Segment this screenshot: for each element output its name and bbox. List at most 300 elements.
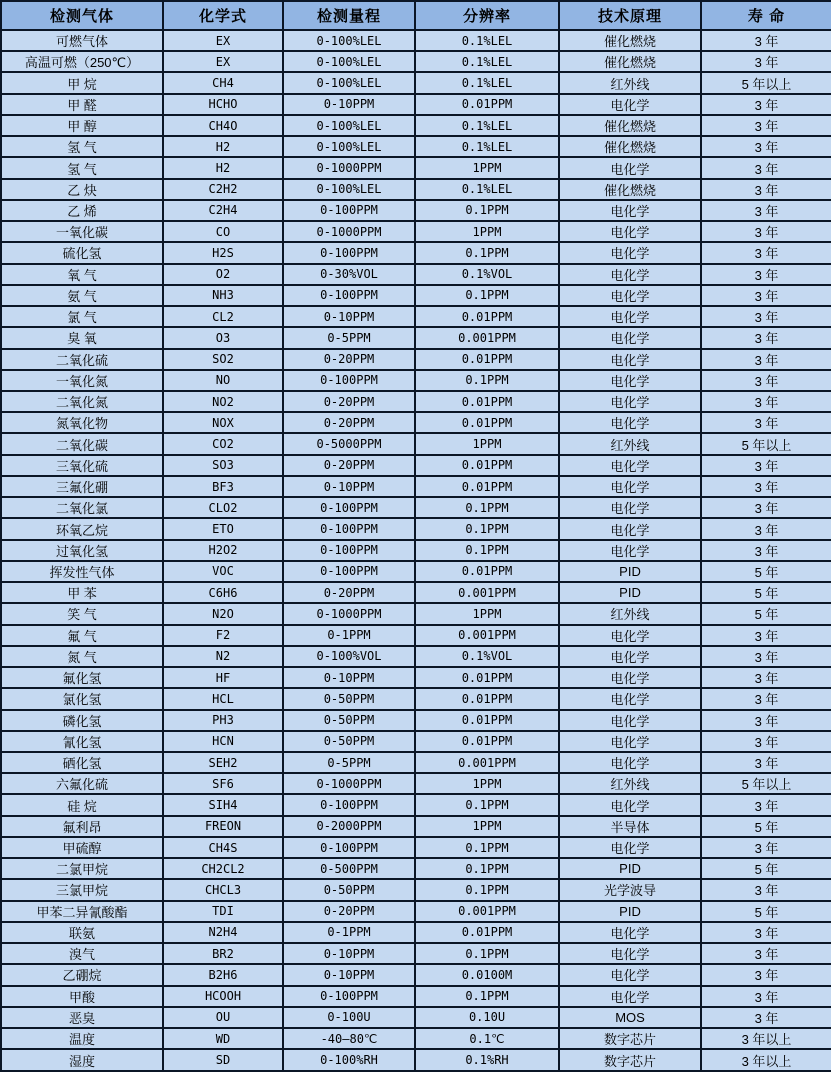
principle-cell: 电化学 (559, 964, 701, 985)
table-row (1, 794, 831, 815)
range-cell: -40—80℃ (283, 1028, 415, 1049)
range-cell: 0-10PPM (283, 667, 415, 688)
formula-cell: HCHO (163, 94, 283, 115)
formula-cell: HCL (163, 688, 283, 709)
lifespan-cell: 5 年以上 (701, 433, 831, 454)
gas-name-cell: 甲 醇 (1, 115, 163, 136)
range-cell: 0-20PPM (283, 391, 415, 412)
gas-name-cell: 乙 炔 (1, 179, 163, 200)
principle-cell: PID (559, 858, 701, 879)
header-chemical-formula: 化学式 (163, 1, 283, 30)
resolution-cell: 0.1PPM (415, 794, 559, 815)
table-row (1, 986, 831, 1007)
formula-cell: PH3 (163, 710, 283, 731)
gas-name-cell: 二氯甲烷 (1, 858, 163, 879)
principle-cell: 电化学 (559, 327, 701, 348)
table-row (1, 603, 831, 624)
lifespan-cell: 3 年 (701, 646, 831, 667)
resolution-cell: 0.1℃ (415, 1028, 559, 1049)
gas-name-cell: 氮氧化物 (1, 412, 163, 433)
gas-name-cell: 氧 气 (1, 264, 163, 285)
range-cell: 0-100PPM (283, 200, 415, 221)
resolution-cell: 1PPM (415, 773, 559, 794)
gas-name-cell: 挥发性气体 (1, 561, 163, 582)
table-row (1, 773, 831, 794)
table-row (1, 561, 831, 582)
resolution-cell: 0.01PPM (415, 922, 559, 943)
resolution-cell: 0.01PPM (415, 455, 559, 476)
gas-name-cell: 过氧化氢 (1, 540, 163, 561)
table-row (1, 136, 831, 157)
resolution-cell: 0.1PPM (415, 497, 559, 518)
table-row (1, 30, 831, 51)
lifespan-cell: 3 年 (701, 412, 831, 433)
lifespan-cell: 3 年 (701, 370, 831, 391)
gas-name-cell: 乙 烯 (1, 200, 163, 221)
resolution-cell: 0.001PPM (415, 582, 559, 603)
resolution-cell: 0.1%LEL (415, 51, 559, 72)
principle-cell: 电化学 (559, 794, 701, 815)
resolution-cell: 0.001PPM (415, 901, 559, 922)
formula-cell: CO (163, 221, 283, 242)
table-row (1, 115, 831, 136)
resolution-cell: 0.01PPM (415, 412, 559, 433)
lifespan-cell: 3 年 (701, 837, 831, 858)
lifespan-cell: 3 年 (701, 94, 831, 115)
resolution-cell: 0.01PPM (415, 688, 559, 709)
header-resolution: 分辨率 (415, 1, 559, 30)
range-cell: 0-5PPM (283, 327, 415, 348)
table-row (1, 179, 831, 200)
resolution-cell: 1PPM (415, 433, 559, 454)
principle-cell: 红外线 (559, 433, 701, 454)
formula-cell: VOC (163, 561, 283, 582)
principle-cell: 电化学 (559, 986, 701, 1007)
gas-name-cell: 三氯甲烷 (1, 879, 163, 900)
gas-name-cell: 甲 苯 (1, 582, 163, 603)
formula-cell: CHCL3 (163, 879, 283, 900)
formula-cell: ETO (163, 518, 283, 539)
range-cell: 0-5PPM (283, 752, 415, 773)
principle-cell: 电化学 (559, 370, 701, 391)
gas-name-cell: 磷化氢 (1, 710, 163, 731)
gas-name-cell: 氟利昂 (1, 816, 163, 837)
range-cell: 0-100PPM (283, 561, 415, 582)
formula-cell: HF (163, 667, 283, 688)
range-cell: 0-1PPM (283, 625, 415, 646)
resolution-cell: 0.1%RH (415, 1049, 559, 1071)
formula-cell: BR2 (163, 943, 283, 964)
table-row (1, 497, 831, 518)
resolution-cell: 0.10U (415, 1007, 559, 1028)
gas-name-cell: 一氧化氮 (1, 370, 163, 391)
table-row (1, 94, 831, 115)
formula-cell: EX (163, 51, 283, 72)
lifespan-cell: 3 年以上 (701, 1028, 831, 1049)
range-cell: 0-100%VOL (283, 646, 415, 667)
table-body (1, 30, 831, 1071)
table-row (1, 540, 831, 561)
table-row (1, 72, 831, 93)
table-row (1, 837, 831, 858)
gas-name-cell: 硅 烷 (1, 794, 163, 815)
lifespan-cell: 3 年 (701, 518, 831, 539)
formula-cell: BF3 (163, 476, 283, 497)
lifespan-cell: 5 年 (701, 858, 831, 879)
principle-cell: 电化学 (559, 710, 701, 731)
formula-cell: CH2CL2 (163, 858, 283, 879)
resolution-cell: 0.1PPM (415, 200, 559, 221)
range-cell: 0-10PPM (283, 964, 415, 985)
lifespan-cell: 3 年 (701, 943, 831, 964)
range-cell: 0-1000PPM (283, 221, 415, 242)
table-row (1, 858, 831, 879)
range-cell: 0-100PPM (283, 497, 415, 518)
principle-cell: 催化燃烧 (559, 51, 701, 72)
formula-cell: O3 (163, 327, 283, 348)
resolution-cell: 0.1%LEL (415, 72, 559, 93)
resolution-cell: 1PPM (415, 221, 559, 242)
lifespan-cell: 5 年 (701, 582, 831, 603)
formula-cell: SEH2 (163, 752, 283, 773)
gas-name-cell: 甲 醛 (1, 94, 163, 115)
principle-cell: 催化燃烧 (559, 179, 701, 200)
table-row (1, 710, 831, 731)
lifespan-cell: 3 年 (701, 157, 831, 178)
gas-name-cell: 氢 气 (1, 136, 163, 157)
resolution-cell: 1PPM (415, 157, 559, 178)
table-row (1, 221, 831, 242)
table-row (1, 433, 831, 454)
range-cell: 0-500PPM (283, 858, 415, 879)
table-row (1, 349, 831, 370)
gas-name-cell: 氟 气 (1, 625, 163, 646)
table-row (1, 285, 831, 306)
principle-cell: 电化学 (559, 157, 701, 178)
header-technology-principle: 技术原理 (559, 1, 701, 30)
table-row (1, 922, 831, 943)
formula-cell: H2 (163, 157, 283, 178)
resolution-cell: 0.01PPM (415, 476, 559, 497)
principle-cell: 电化学 (559, 285, 701, 306)
lifespan-cell: 5 年以上 (701, 72, 831, 93)
resolution-cell: 0.01PPM (415, 349, 559, 370)
header-gas-name: 检测气体 (1, 1, 163, 30)
principle-cell: 数字芯片 (559, 1028, 701, 1049)
table-row (1, 625, 831, 646)
table-row (1, 200, 831, 221)
formula-cell: F2 (163, 625, 283, 646)
table-row (1, 688, 831, 709)
lifespan-cell: 5 年以上 (701, 773, 831, 794)
range-cell: 0-100U (283, 1007, 415, 1028)
principle-cell: 电化学 (559, 391, 701, 412)
range-cell: 0-10PPM (283, 943, 415, 964)
range-cell: 0-100%LEL (283, 51, 415, 72)
resolution-cell: 0.1%VOL (415, 646, 559, 667)
principle-cell: 电化学 (559, 837, 701, 858)
formula-cell: O2 (163, 264, 283, 285)
table-row (1, 582, 831, 603)
gas-name-cell: 硒化氢 (1, 752, 163, 773)
range-cell: 0-100%LEL (283, 136, 415, 157)
table-row (1, 51, 831, 72)
gas-name-cell: 氢 气 (1, 157, 163, 178)
formula-cell: CH4S (163, 837, 283, 858)
formula-cell: B2H6 (163, 964, 283, 985)
range-cell: 0-50PPM (283, 710, 415, 731)
table-row (1, 455, 831, 476)
gas-name-cell: 氮 气 (1, 646, 163, 667)
lifespan-cell: 3 年 (701, 327, 831, 348)
range-cell: 0-10PPM (283, 476, 415, 497)
formula-cell: SF6 (163, 773, 283, 794)
lifespan-cell: 3 年以上 (701, 1049, 831, 1071)
principle-cell: 光学波导 (559, 879, 701, 900)
table-row (1, 242, 831, 263)
gas-name-cell: 可燃气体 (1, 30, 163, 51)
gas-name-cell: 三氧化硫 (1, 455, 163, 476)
gas-name-cell: 臭 氧 (1, 327, 163, 348)
lifespan-cell: 3 年 (701, 264, 831, 285)
lifespan-cell: 3 年 (701, 497, 831, 518)
principle-cell: 电化学 (559, 455, 701, 476)
range-cell: 0-100PPM (283, 794, 415, 815)
gas-name-cell: 二氧化氮 (1, 391, 163, 412)
range-cell: 0-100PPM (283, 837, 415, 858)
resolution-cell: 0.001PPM (415, 752, 559, 773)
gas-name-cell: 温度 (1, 1028, 163, 1049)
gas-name-cell: 湿度 (1, 1049, 163, 1071)
resolution-cell: 0.01PPM (415, 306, 559, 327)
lifespan-cell: 5 年 (701, 561, 831, 582)
lifespan-cell: 3 年 (701, 221, 831, 242)
table-row (1, 731, 831, 752)
range-cell: 0-1PPM (283, 922, 415, 943)
table-row (1, 157, 831, 178)
resolution-cell: 1PPM (415, 603, 559, 624)
lifespan-cell: 3 年 (701, 986, 831, 1007)
formula-cell: EX (163, 30, 283, 51)
lifespan-cell: 3 年 (701, 667, 831, 688)
range-cell: 0-1000PPM (283, 773, 415, 794)
resolution-cell: 0.1PPM (415, 540, 559, 561)
formula-cell: SO3 (163, 455, 283, 476)
principle-cell: 电化学 (559, 625, 701, 646)
range-cell: 0-2000PPM (283, 816, 415, 837)
formula-cell: TDI (163, 901, 283, 922)
principle-cell: 电化学 (559, 646, 701, 667)
gas-name-cell: 硫化氢 (1, 242, 163, 263)
range-cell: 0-1000PPM (283, 157, 415, 178)
range-cell: 0-100%LEL (283, 72, 415, 93)
header-detection-range: 检测量程 (283, 1, 415, 30)
lifespan-cell: 3 年 (701, 476, 831, 497)
lifespan-cell: 3 年 (701, 349, 831, 370)
gas-name-cell: 溴气 (1, 943, 163, 964)
gas-name-cell: 环氧乙烷 (1, 518, 163, 539)
table-row (1, 1049, 831, 1071)
principle-cell: 电化学 (559, 242, 701, 263)
formula-cell: NH3 (163, 285, 283, 306)
formula-cell: N2 (163, 646, 283, 667)
range-cell: 0-1000PPM (283, 603, 415, 624)
resolution-cell: 0.1PPM (415, 285, 559, 306)
resolution-cell: 0.01PPM (415, 667, 559, 688)
gas-name-cell: 二氧化硫 (1, 349, 163, 370)
range-cell: 0-100%RH (283, 1049, 415, 1071)
gas-name-cell: 恶臭 (1, 1007, 163, 1028)
formula-cell: N2H4 (163, 922, 283, 943)
principle-cell: 催化燃烧 (559, 30, 701, 51)
formula-cell: HCN (163, 731, 283, 752)
table-row (1, 412, 831, 433)
range-cell: 0-10PPM (283, 306, 415, 327)
formula-cell: NOX (163, 412, 283, 433)
principle-cell: 电化学 (559, 667, 701, 688)
resolution-cell: 0.001PPM (415, 327, 559, 348)
resolution-cell: 0.1PPM (415, 986, 559, 1007)
range-cell: 0-50PPM (283, 688, 415, 709)
table-row (1, 518, 831, 539)
principle-cell: 红外线 (559, 603, 701, 624)
table-row (1, 964, 831, 985)
formula-cell: SD (163, 1049, 283, 1071)
table-header (1, 1, 831, 30)
range-cell: 0-20PPM (283, 349, 415, 370)
principle-cell: 电化学 (559, 752, 701, 773)
table-row (1, 1007, 831, 1028)
principle-cell: 电化学 (559, 221, 701, 242)
principle-cell: 半导体 (559, 816, 701, 837)
gas-name-cell: 甲酸 (1, 986, 163, 1007)
principle-cell: PID (559, 561, 701, 582)
resolution-cell: 0.1PPM (415, 837, 559, 858)
range-cell: 0-100PPM (283, 540, 415, 561)
lifespan-cell: 5 年 (701, 816, 831, 837)
range-cell: 0-100%LEL (283, 30, 415, 51)
resolution-cell: 0.1PPM (415, 242, 559, 263)
header-row (1, 1, 831, 30)
resolution-cell: 0.0100M (415, 964, 559, 985)
formula-cell: WD (163, 1028, 283, 1049)
table-row (1, 476, 831, 497)
principle-cell: 电化学 (559, 731, 701, 752)
range-cell: 0-20PPM (283, 901, 415, 922)
gas-name-cell: 甲苯二异氰酸酯 (1, 901, 163, 922)
formula-cell: FREON (163, 816, 283, 837)
lifespan-cell: 5 年 (701, 901, 831, 922)
range-cell: 0-100PPM (283, 370, 415, 391)
resolution-cell: 0.1%LEL (415, 30, 559, 51)
range-cell: 0-20PPM (283, 412, 415, 433)
lifespan-cell: 3 年 (701, 179, 831, 200)
gas-name-cell: 一氧化碳 (1, 221, 163, 242)
resolution-cell: 0.01PPM (415, 561, 559, 582)
gas-name-cell: 氯 气 (1, 306, 163, 327)
resolution-cell: 0.1PPM (415, 858, 559, 879)
range-cell: 0-100PPM (283, 518, 415, 539)
principle-cell: 电化学 (559, 943, 701, 964)
range-cell: 0-30%VOL (283, 264, 415, 285)
range-cell: 0-100PPM (283, 285, 415, 306)
principle-cell: 电化学 (559, 94, 701, 115)
lifespan-cell: 3 年 (701, 200, 831, 221)
lifespan-cell: 3 年 (701, 285, 831, 306)
resolution-cell: 0.1PPM (415, 879, 559, 900)
resolution-cell: 0.001PPM (415, 625, 559, 646)
gas-name-cell: 甲硫醇 (1, 837, 163, 858)
table-row (1, 306, 831, 327)
lifespan-cell: 3 年 (701, 688, 831, 709)
formula-cell: CH4O (163, 115, 283, 136)
gas-name-cell: 二氧化氯 (1, 497, 163, 518)
lifespan-cell: 3 年 (701, 242, 831, 263)
lifespan-cell: 3 年 (701, 922, 831, 943)
formula-cell: N2O (163, 603, 283, 624)
range-cell: 0-20PPM (283, 582, 415, 603)
gas-name-cell: 高温可燃（250℃） (1, 51, 163, 72)
principle-cell: MOS (559, 1007, 701, 1028)
principle-cell: 电化学 (559, 688, 701, 709)
formula-cell: H2O2 (163, 540, 283, 561)
resolution-cell: 0.01PPM (415, 731, 559, 752)
resolution-cell: 0.01PPM (415, 391, 559, 412)
range-cell: 0-20PPM (283, 455, 415, 476)
formula-cell: C6H6 (163, 582, 283, 603)
gas-name-cell: 甲 烷 (1, 72, 163, 93)
table-row (1, 816, 831, 837)
principle-cell: 电化学 (559, 200, 701, 221)
gas-name-cell: 联氨 (1, 922, 163, 943)
range-cell: 0-5000PPM (283, 433, 415, 454)
principle-cell: 数字芯片 (559, 1049, 701, 1071)
range-cell: 0-50PPM (283, 879, 415, 900)
formula-cell: NO (163, 370, 283, 391)
formula-cell: H2S (163, 242, 283, 263)
table-row (1, 646, 831, 667)
gas-name-cell: 氟化氢 (1, 667, 163, 688)
gas-name-cell: 笑 气 (1, 603, 163, 624)
table-row (1, 943, 831, 964)
resolution-cell: 0.01PPM (415, 94, 559, 115)
principle-cell: 红外线 (559, 72, 701, 93)
gas-name-cell: 氰化氢 (1, 731, 163, 752)
lifespan-cell: 3 年 (701, 710, 831, 731)
lifespan-cell: 3 年 (701, 306, 831, 327)
resolution-cell: 0.1PPM (415, 943, 559, 964)
formula-cell: C2H4 (163, 200, 283, 221)
gas-name-cell: 六氟化硫 (1, 773, 163, 794)
principle-cell: 电化学 (559, 349, 701, 370)
formula-cell: SO2 (163, 349, 283, 370)
principle-cell: 电化学 (559, 497, 701, 518)
gas-name-cell: 三氟化硼 (1, 476, 163, 497)
principle-cell: 电化学 (559, 518, 701, 539)
lifespan-cell: 3 年 (701, 30, 831, 51)
lifespan-cell: 3 年 (701, 51, 831, 72)
lifespan-cell: 3 年 (701, 136, 831, 157)
table-row (1, 1028, 831, 1049)
lifespan-cell: 3 年 (701, 879, 831, 900)
range-cell: 0-100%LEL (283, 115, 415, 136)
range-cell: 0-100%LEL (283, 179, 415, 200)
formula-cell: CH4 (163, 72, 283, 93)
principle-cell: 电化学 (559, 306, 701, 327)
principle-cell: 催化燃烧 (559, 136, 701, 157)
resolution-cell: 0.1PPM (415, 518, 559, 539)
principle-cell: 催化燃烧 (559, 115, 701, 136)
